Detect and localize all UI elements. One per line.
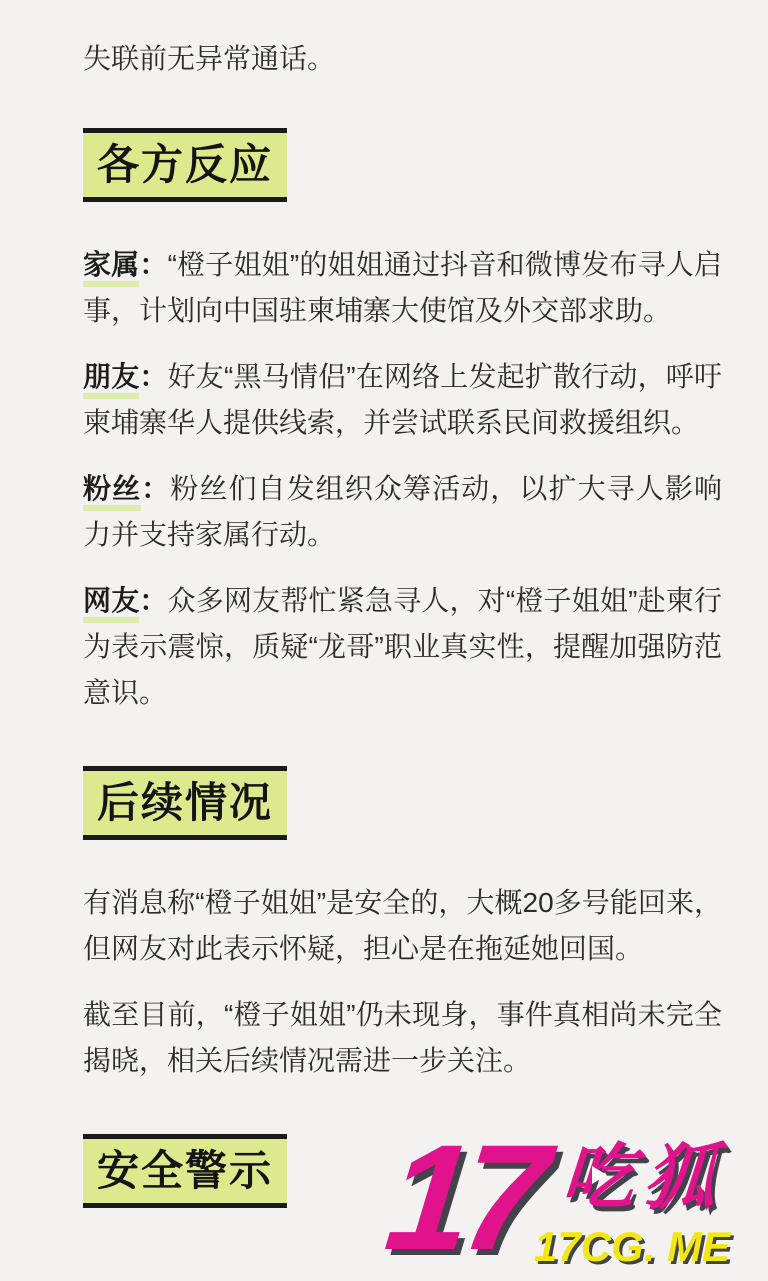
para-label-netizens: 网友 (83, 585, 139, 623)
watermark-domain: 17CG. ME (534, 1223, 731, 1270)
para-text-followup-2: 截至目前，“橙子姐姐”仍未现身，事件真相尚未完全揭晓，相关后续情况需进一步关注。 (83, 999, 722, 1076)
paragraph-followup-1 (83, 880, 722, 972)
section-heading-safety (83, 1134, 287, 1208)
para-text-family: “橙子姐姐”的姐姐通过抖音和微博发布寻人启事，计划向中国驻柬埔寨大使馆及外交部求助。 (83, 249, 722, 326)
intro-paragraph: 失联前无异常通话。 (83, 43, 336, 74)
paragraph-followup-2 (83, 992, 722, 1084)
para-colon-family: ： (139, 249, 168, 280)
para-text-followup-1: 有消息称“橙子姐姐”是安全的，大概20多号能回来，但网友对此表示怀疑，担心是在拖延她回国。 (83, 887, 722, 964)
para-text-netizens: 众多网友帮忙紧急寻人，对“橙子姐姐”赴柬行为表示震惊，质疑“龙哥”职业真实性，提醒加强防范意识。 (83, 585, 722, 708)
watermark-number: 17 (379, 1113, 548, 1281)
section-heading-followup-label: 后续情况 (97, 779, 274, 826)
section-heading-reactions (83, 128, 287, 202)
para-colon-friends: ： (139, 361, 168, 392)
watermark-name: 吃狐 (559, 1138, 729, 1218)
para-label-family: 家属 (83, 249, 139, 287)
section-heading-followup (83, 766, 287, 840)
section-heading-reactions-label: 各方反应 (97, 141, 274, 188)
para-text-fans: 粉丝们自发组织众筹活动，以扩大寻人影响力并支持家属行动。 (83, 473, 722, 550)
para-colon-netizens: ： (139, 585, 168, 616)
paragraph-friends (83, 354, 722, 446)
para-colon-fans: ： (141, 473, 171, 504)
paragraph-family (83, 242, 722, 334)
para-label-friends: 朋友 (83, 361, 139, 399)
para-text-friends: 好友“黑马情侣”在网络上发起扩散行动，呼吁柬埔寨华人提供线索，并尝试联系民间救援组织。 (83, 361, 722, 438)
para-label-fans: 粉丝 (83, 473, 141, 511)
paragraph-fans (83, 466, 722, 558)
paragraph-netizens (83, 578, 722, 716)
section-heading-safety-label: 安全警示 (97, 1147, 274, 1194)
